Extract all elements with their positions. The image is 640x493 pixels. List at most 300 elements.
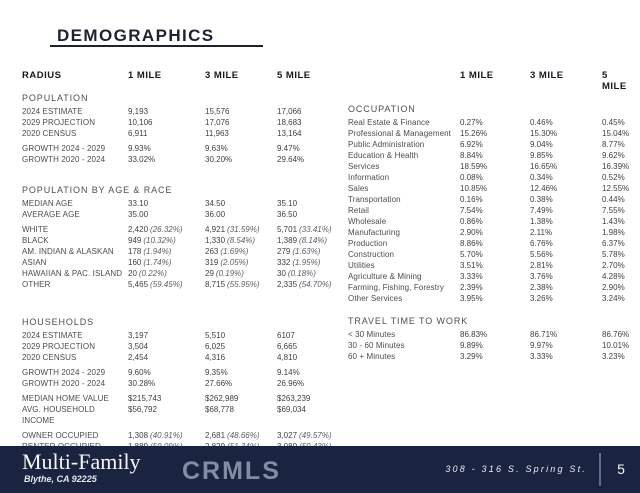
cell-1mile: [460, 340, 530, 351]
cell-1mile: [460, 329, 530, 340]
cell-5mile: [602, 150, 625, 161]
row-label: 2020 CENSUS: [22, 129, 77, 138]
cell-value: 15,576: [205, 107, 230, 116]
cell-3mile: [530, 238, 602, 249]
cell-3mile: [530, 260, 602, 271]
table-row: [22, 352, 324, 363]
cell-1mile: [460, 194, 530, 205]
cell-value: 1.98%: [602, 228, 625, 237]
cell-value: 13,164: [277, 129, 302, 138]
table-row: [348, 216, 624, 227]
cell-3mile: [205, 393, 277, 404]
cell-1mile: [460, 183, 530, 194]
cell-value: 2.11%: [530, 228, 553, 237]
cell-value: 12.55%: [602, 184, 630, 193]
row-label: Education & Health: [348, 151, 419, 160]
cell-1mile: [460, 271, 530, 282]
cell-value: 3.51%: [460, 261, 483, 270]
cell-3mile: [205, 128, 277, 139]
cell-value: 15.26%: [460, 129, 488, 138]
cell-percent: (0.19%): [215, 269, 244, 278]
cell-value: 4,316: [205, 353, 226, 362]
row-label: Transportation: [348, 195, 401, 204]
table-row: [348, 183, 630, 194]
table-row: [348, 227, 624, 238]
row-label: 2024 ESTIMATE: [22, 331, 83, 340]
cell-1mile: [128, 117, 205, 128]
cell-1mile: [460, 172, 530, 183]
cell-value: $215,743: [128, 394, 162, 403]
cell-value: 0.38%: [530, 195, 553, 204]
cell-3mile: [205, 117, 277, 128]
cell-value: 86.71%: [530, 330, 558, 339]
cell-value: 9.60%: [128, 368, 151, 377]
cell-5mile: [277, 209, 324, 220]
cell-3mile: [530, 282, 602, 293]
cell-percent: (55.95%): [227, 280, 260, 289]
cell-3mile: [205, 198, 277, 209]
row-label: Construction: [348, 250, 395, 259]
cell-percent: (0.18%): [287, 269, 316, 278]
table-row: [348, 260, 624, 271]
cell-value: 3.76%: [530, 272, 553, 281]
section-heading: POPULATION BY AGE & RACE: [22, 185, 173, 195]
cell-1mile: [128, 235, 205, 246]
cell-value: 35.00: [128, 210, 149, 219]
cell-1mile: [128, 154, 205, 165]
cell-3mile: [530, 227, 602, 238]
cell-value: 9.93%: [128, 144, 151, 153]
cell-value: 30.28%: [128, 379, 156, 388]
cell-5mile: [602, 227, 625, 238]
cell-value: 3.26%: [530, 294, 553, 303]
cell-1mile: [128, 209, 205, 220]
population-rows: [22, 106, 324, 165]
row-label: Production: [348, 239, 388, 248]
cell-5mile: [602, 329, 629, 340]
table-row: [22, 128, 324, 139]
row-label: MEDIAN HOME VALUE: [22, 394, 109, 403]
row-label: 60 + Minutes: [348, 352, 396, 361]
cell-percent: (48.66%): [227, 431, 260, 440]
left-table: [22, 70, 332, 452]
cell-value: $68,778: [205, 405, 234, 414]
row-label: 2020 CENSUS: [22, 353, 77, 362]
cell-value: 36.00: [205, 210, 226, 219]
cell-1mile: [128, 404, 205, 415]
cell-5mile: [277, 352, 324, 363]
cell-5mile: [277, 367, 324, 378]
table-row: [22, 430, 332, 441]
cell-5mile: [277, 341, 324, 352]
cell-3mile: [530, 139, 602, 150]
cell-1mile: [460, 150, 530, 161]
cell-3mile: [530, 150, 602, 161]
column-header-1mile: 1 MILE: [128, 70, 162, 81]
cell-5mile: [277, 330, 324, 341]
cell-value: 8.84%: [460, 151, 483, 160]
row-label: MEDIAN AGE: [22, 199, 73, 208]
row-label: Manufacturing: [348, 228, 400, 237]
column-header-1mile: 1 MILE: [460, 70, 494, 81]
table-row: [22, 209, 324, 220]
cell-5mile: [602, 282, 625, 293]
cell-value: 3.33%: [530, 352, 553, 361]
cell-1mile: [128, 367, 205, 378]
row-label: Agriculture & Mining: [348, 272, 422, 281]
column-header-5mile: 5 MILE: [277, 70, 311, 81]
table-row: [348, 293, 624, 304]
page-title: DEMOGRAPHICS: [57, 26, 215, 45]
row-label: BLACK: [22, 236, 49, 245]
cell-value: 332: [277, 258, 291, 267]
table-row: [22, 198, 324, 209]
cell-3mile: [205, 143, 277, 154]
cell-1mile: [128, 378, 205, 389]
occupation-section: [348, 104, 630, 304]
row-label: ASIAN: [22, 258, 47, 267]
table-row: [22, 143, 324, 154]
left-table-header: [22, 70, 324, 81]
cell-value: 4,810: [277, 353, 298, 362]
cell-percent: (8.54%): [227, 236, 256, 245]
cell-3mile: [530, 172, 602, 183]
cell-value: 86.83%: [460, 330, 488, 339]
table-row: [348, 161, 630, 172]
cell-percent: (49.57%): [299, 431, 332, 440]
cell-5mile: [277, 117, 324, 128]
cell-value: 8,715: [205, 280, 226, 289]
travel-time-rows: [348, 329, 630, 362]
table-row: [348, 128, 630, 139]
cell-value: 20: [128, 269, 137, 278]
cell-value: 0.27%: [460, 118, 483, 127]
section-heading: OCCUPATION: [348, 104, 416, 114]
cell-value: 6,025: [205, 342, 226, 351]
cell-3mile: [205, 268, 277, 279]
row-label: Real Estate & Finance: [348, 118, 430, 127]
cell-3mile: [205, 430, 277, 441]
cell-value: 0.44%: [602, 195, 625, 204]
cell-value: 33.10: [128, 199, 149, 208]
row-label: 2024 ESTIMATE: [22, 107, 83, 116]
cell-percent: (0.22%): [138, 269, 167, 278]
table-row: [348, 139, 624, 150]
cell-value: 160: [128, 258, 142, 267]
cell-5mile: [277, 268, 324, 279]
cell-value: 6,665: [277, 342, 298, 351]
footer: [0, 446, 640, 493]
cell-1mile: [128, 393, 205, 404]
cell-value: 5.56%: [530, 250, 553, 259]
cell-value: 4,921: [205, 225, 226, 234]
row-label: Other Services: [348, 294, 403, 303]
cell-1mile: [128, 128, 205, 139]
table-row: [348, 329, 630, 340]
row-label: GROWTH 2020 - 2024: [22, 155, 106, 164]
row-label: AVERAGE AGE: [22, 210, 80, 219]
cell-5mile: [277, 279, 332, 290]
cell-5mile: [602, 249, 625, 260]
cell-value: $263,239: [277, 394, 311, 403]
row-label: HAWAIIAN & PAC. ISLAND: [22, 269, 123, 278]
cell-value: 3,027: [277, 431, 298, 440]
cell-3mile: [205, 224, 277, 235]
table-row: [22, 117, 324, 128]
table-row: [348, 340, 630, 351]
cell-percent: (1.69%): [220, 247, 249, 256]
cell-5mile: [602, 238, 625, 249]
cell-5mile: [277, 143, 324, 154]
cell-1mile: [128, 106, 205, 117]
cell-percent: (26.32%): [150, 225, 183, 234]
title-underline: [50, 45, 263, 47]
cell-value: 29: [205, 269, 214, 278]
table-row: [348, 351, 624, 362]
cell-value: $69,034: [277, 405, 306, 414]
cell-percent: (31.59%): [227, 225, 260, 234]
cell-value: 4.28%: [602, 272, 625, 281]
cell-value: 9.04%: [530, 140, 553, 149]
cell-value: 3.24%: [602, 294, 625, 303]
cell-1mile: [460, 216, 530, 227]
table-row: [348, 271, 624, 282]
cell-value: 5.70%: [460, 250, 483, 259]
cell-value: 26.96%: [277, 379, 305, 388]
cell-value: 9.85%: [530, 151, 553, 160]
cell-value: 9.35%: [205, 368, 228, 377]
cell-5mile: [277, 198, 324, 209]
cell-1mile: [460, 205, 530, 216]
row-label: WHITE: [22, 225, 49, 234]
cell-value: 9.63%: [205, 144, 228, 153]
cell-3mile: [205, 378, 277, 389]
column-header-3mile: 3 MILE: [530, 70, 564, 81]
cell-value: 2.39%: [460, 283, 483, 292]
cell-5mile: [277, 404, 324, 415]
cell-percent: (59.45%): [150, 280, 183, 289]
cell-percent: (1.74%): [143, 258, 172, 267]
cell-1mile: [460, 128, 530, 139]
column-header-3mile: 3 MILE: [205, 70, 239, 81]
row-label: Farming, Fishing, Forestry: [348, 283, 444, 292]
cell-5mile: [602, 172, 625, 183]
cell-value: 2.90%: [460, 228, 483, 237]
table-row: [22, 378, 324, 389]
cell-value: 1,308: [128, 431, 149, 440]
cell-value: 8.86%: [460, 239, 483, 248]
table-row: [22, 106, 324, 117]
right-table-header: [348, 70, 627, 92]
cell-value: 263: [205, 247, 219, 256]
cell-3mile: [530, 216, 602, 227]
population-section: [22, 93, 324, 165]
row-label: OTHER: [22, 280, 51, 289]
cell-percent: (1.63%): [292, 247, 321, 256]
cell-value: 2.90%: [602, 283, 625, 292]
row-label: Sales: [348, 184, 369, 193]
cell-1mile: [128, 257, 205, 268]
cell-5mile: [277, 430, 332, 441]
cell-percent: (54.70%): [299, 280, 332, 289]
cell-1mile: [128, 246, 205, 257]
cell-value: 949: [128, 236, 142, 245]
cell-5mile: [277, 257, 324, 268]
cell-value: 0.46%: [530, 118, 553, 127]
cell-value: 0.86%: [460, 217, 483, 226]
cell-value: 9,193: [128, 107, 149, 116]
cell-value: 11,963: [205, 129, 229, 138]
cell-value: 0.16%: [460, 195, 483, 204]
cell-3mile: [530, 161, 602, 172]
row-label: AM. INDIAN & ALASKAN: [22, 247, 114, 256]
row-label: Wholesale: [348, 217, 387, 226]
cell-value: 9.62%: [602, 151, 625, 160]
cell-value: 36.50: [277, 210, 298, 219]
section-heading: HOUSEHOLDS: [22, 317, 95, 327]
row-label: 30 - 60 Minutes: [348, 341, 405, 350]
cell-3mile: [205, 404, 277, 415]
cell-value: 1,389: [277, 236, 298, 245]
cell-value: 2.81%: [530, 261, 553, 270]
cell-5mile: [277, 224, 332, 235]
cell-3mile: [205, 341, 277, 352]
cell-3mile: [205, 106, 277, 117]
cell-3mile: [530, 351, 602, 362]
cell-1mile: [460, 227, 530, 238]
cell-value: 86.76%: [602, 330, 630, 339]
cell-value: 3.23%: [602, 352, 625, 361]
cell-value: 6.37%: [602, 239, 625, 248]
row-label: < 30 Minutes: [348, 330, 396, 339]
table-row: [22, 341, 324, 352]
table-row: [348, 205, 624, 216]
table-row: [348, 117, 624, 128]
section-heading: POPULATION: [22, 93, 89, 103]
row-label: 2029 PROJECTION: [22, 118, 96, 127]
cell-5mile: [602, 216, 625, 227]
cell-1mile: [460, 282, 530, 293]
table-row: [348, 150, 624, 161]
households-section: [22, 317, 332, 452]
cell-1mile: [128, 268, 205, 279]
travel-time-section: [348, 316, 630, 362]
cell-value: 18.59%: [460, 162, 488, 171]
cell-value: 2.70%: [602, 261, 625, 270]
cell-3mile: [205, 209, 277, 220]
row-label: Information: [348, 173, 390, 182]
occupation-rows: [348, 117, 630, 304]
table-row: [348, 249, 624, 260]
table-row: [22, 235, 328, 246]
cell-5mile: [602, 161, 629, 172]
cell-3mile: [530, 205, 602, 216]
cell-value: 16.39%: [602, 162, 630, 171]
cell-value: 0.34%: [530, 173, 553, 182]
cell-value: 5.78%: [602, 250, 625, 259]
cell-percent: (40.91%): [150, 431, 183, 440]
cell-1mile: [128, 352, 205, 363]
cell-5mile: [602, 351, 625, 362]
cell-value: 9.97%: [530, 341, 553, 350]
cell-value: 319: [205, 258, 219, 267]
cell-value: 9.89%: [460, 341, 483, 350]
cell-3mile: [530, 249, 602, 260]
cell-value: 279: [277, 247, 291, 256]
cell-value: 29.64%: [277, 155, 305, 164]
cell-value: 1.38%: [530, 217, 553, 226]
cell-percent: (2.05%): [220, 258, 249, 267]
cell-5mile: [602, 117, 625, 128]
cell-3mile: [205, 367, 277, 378]
cell-value: 3,197: [128, 331, 149, 340]
age-race-rows: [22, 198, 332, 290]
cell-value: 7.49%: [530, 206, 553, 215]
table-row: [22, 268, 324, 279]
cell-value: 1.43%: [602, 217, 625, 226]
cell-percent: (1.95%): [292, 258, 321, 267]
cell-value: 7.55%: [602, 206, 625, 215]
cell-1mile: [460, 117, 530, 128]
cell-3mile: [530, 329, 602, 340]
cell-value: 6.76%: [530, 239, 553, 248]
cell-5mile: [277, 378, 324, 389]
cell-value: 34.50: [205, 199, 226, 208]
cell-5mile: [602, 139, 625, 150]
cell-1mile: [128, 279, 205, 290]
row-label: Public Administration: [348, 140, 425, 149]
cell-value: 10,106: [128, 118, 153, 127]
row-label: Retail: [348, 206, 370, 215]
row-label: GROWTH 2024 - 2029: [22, 144, 106, 153]
cell-percent: (1.94%): [143, 247, 172, 256]
cell-value: 3,504: [128, 342, 149, 351]
cell-percent: (8.14%): [299, 236, 328, 245]
cell-value: 0.45%: [602, 118, 625, 127]
table-row: [22, 224, 332, 235]
households-rows: [22, 330, 332, 452]
cell-3mile: [530, 293, 602, 304]
cell-3mile: [205, 257, 277, 268]
cell-value: 0.52%: [602, 173, 625, 182]
cell-5mile: [602, 260, 625, 271]
cell-value: 16.65%: [530, 162, 558, 171]
property-type: Multi-Family: [22, 449, 141, 474]
cell-value: 5,701: [277, 225, 298, 234]
cell-value: 3.33%: [460, 272, 483, 281]
row-label: Professional & Management: [348, 129, 451, 138]
cell-value: 30: [277, 269, 286, 278]
cell-value: 33.02%: [128, 155, 156, 164]
table-row: [22, 404, 324, 426]
cell-value: 6,911: [128, 129, 148, 138]
cell-value: 17,076: [205, 118, 230, 127]
cell-value: 6107: [277, 331, 295, 340]
cell-value: 3.29%: [460, 352, 483, 361]
column-header-5mile: 5 MILE: [602, 70, 627, 92]
cell-5mile: [602, 128, 629, 139]
cell-5mile: [602, 183, 629, 194]
cell-3mile: [205, 330, 277, 341]
cell-1mile: [460, 260, 530, 271]
row-label: Utilities: [348, 261, 375, 270]
cell-1mile: [128, 224, 205, 235]
cell-3mile: [530, 128, 602, 139]
table-row: [348, 194, 624, 205]
cell-value: 17,066: [277, 107, 302, 116]
table-row: [22, 330, 324, 341]
cell-value: 2.38%: [530, 283, 553, 292]
